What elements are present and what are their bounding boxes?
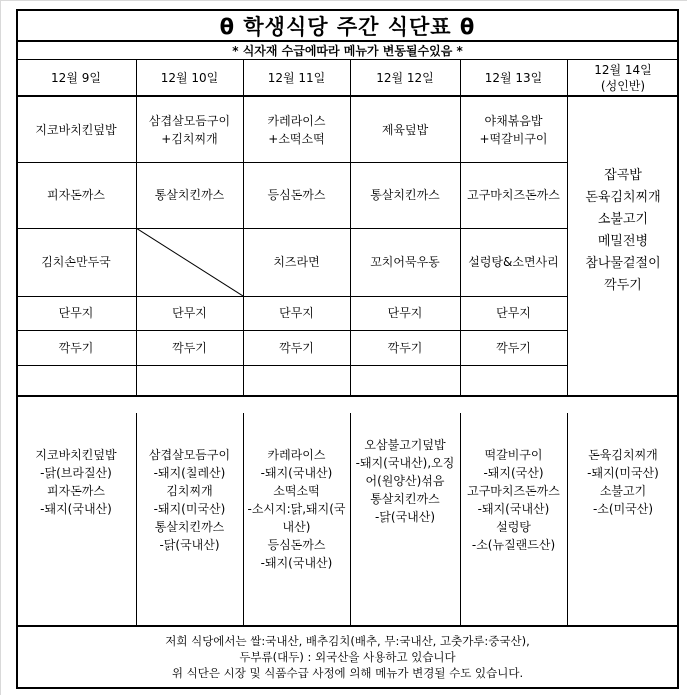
day-header-saturday <box>567 60 679 95</box>
footer-notice <box>16 625 679 689</box>
menu-cell: 깍두기 <box>172 340 207 355</box>
menu-cell: 단무지 <box>387 306 423 320</box>
origin-cell: 떡갈비구이 -돼지(국산) 고구마치즈돈까스 -돼지(국내산) 설렁탕 -소(뉴질랜드산) <box>467 448 560 552</box>
menu-cell: 설렁탕&소면사리 <box>468 255 559 269</box>
menu-cell: 깍두기 <box>387 340 423 355</box>
origin-cell: 삼겹살모듬구이 -돼지(칠레산) 김치찌개 -돼지(미국산) 통살치킨까스 -닭(국내산) <box>148 448 231 552</box>
menu-cell: 깍두기 <box>58 340 94 355</box>
menu-cell: 삼겹살모듬구이 +김치찌개 <box>148 113 231 146</box>
day-date: 12월 14일 <box>594 62 652 77</box>
menu-cell: 깍두기 <box>279 340 314 355</box>
origin-cell: 돈육김치찌개 -돼지(미국산) 소불고기 -소(미국산) <box>587 448 659 516</box>
menu-cell: 단무지 <box>58 306 94 320</box>
footer-line: 두부류(대두) : 외국산을 사용하고 있습니다 <box>239 650 456 664</box>
saturday-menu: 잡곡밥 돈육김치찌개 소불고기 메밀전병 참나물겉절이 깍두기 <box>585 168 661 293</box>
menu-cell: 제육덮밥 <box>381 122 429 137</box>
day-header: 12월 13일 <box>484 70 543 85</box>
page-title: θ 학생식당 주간 식단표 θ <box>16 9 679 42</box>
menu-cell: 단무지 <box>496 306 531 320</box>
footer-line: 저희 식당에서는 쌀:국내산, 배추김치(배추, 무:국내산, 고춧가루:중국산), <box>165 634 530 648</box>
day-header: 12월 9일 <box>51 70 101 85</box>
origin-cell: 오삼불고기덮밥 -돼지(국내산),오징 어(원양산)섞음 통살치킨까스 -닭(국내산) <box>355 438 455 524</box>
menu-cell: 단무지 <box>172 306 207 320</box>
menu-cell: 야채볶음밥 +떡갈비구이 <box>479 113 548 146</box>
notice-text: * 식자재 수급에따라 메뉴가 변동될수있음 * <box>16 42 679 60</box>
menu-cell: 피자돈까스 <box>47 188 105 202</box>
menu-cell: 등심돈까스 <box>267 188 326 202</box>
day-sub: (성인반) <box>600 78 646 93</box>
origin-cell: 지코바치킨덮밥 -닭(브라질산) 피자돈까스 -돼지(국내산) <box>35 448 117 516</box>
menu-cell: 단무지 <box>279 306 314 320</box>
day-header: 12월 12일 <box>376 70 434 85</box>
day-header: 12월 10일 <box>160 70 219 85</box>
footer-line: 위 식단은 시장 및 식품수급 사정에 의해 메뉴가 변경될 수도 있습니다. <box>171 666 524 680</box>
menu-cell: 카레라이스 +소떡소떡 <box>267 113 326 146</box>
day-header: 12월 11일 <box>267 70 326 85</box>
menu-cell: 통살치킨까스 <box>370 188 440 202</box>
menu-cell: 치즈라면 <box>273 255 320 269</box>
menu-cell: 꼬치어묵우동 <box>370 255 440 269</box>
menu-cell: 통살치킨까스 <box>154 188 225 202</box>
menu-cell: 고구마치즈돈까스 <box>467 188 560 202</box>
menu-cell: 깍두기 <box>496 340 531 355</box>
origin-cell: 카레라이스 -돼지(국내산) 소떡소떡 -소시지:닭,돼지(국 내산) 등심돈까스 -돼지(국내산) <box>247 448 346 570</box>
menu-cell: 김치손만두국 <box>41 255 111 269</box>
menu-cell: 지코바치킨덮밥 <box>35 122 117 137</box>
empty-cell-diagonal <box>136 228 243 296</box>
